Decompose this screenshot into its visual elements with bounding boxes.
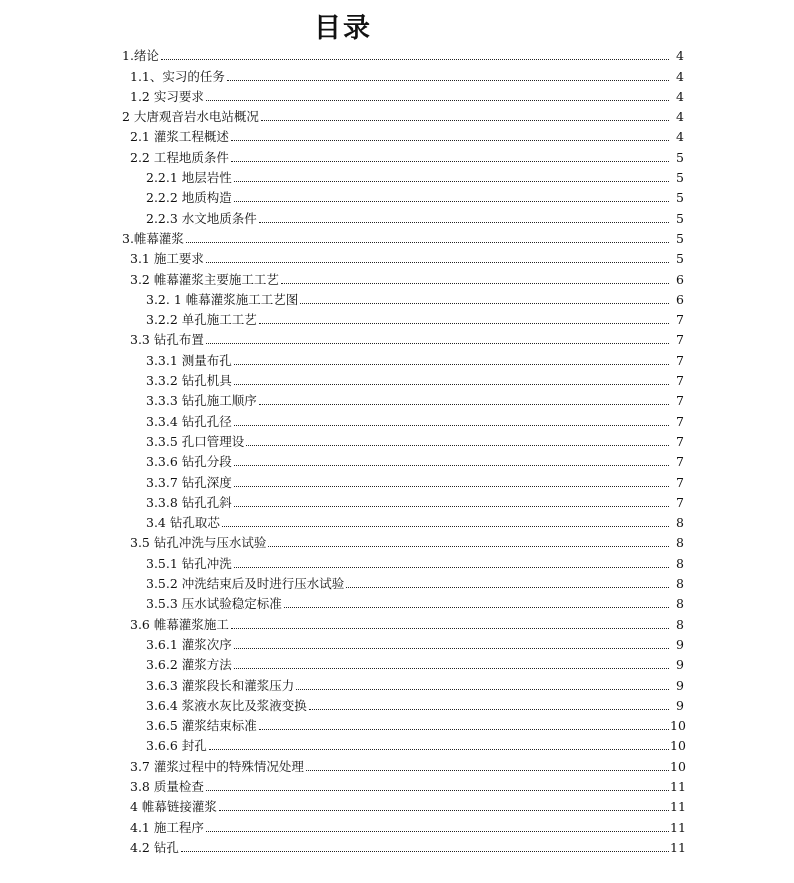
toc-leader-dots: [231, 161, 669, 162]
toc-entry-label: 3.6.5 灌浆结束标准: [146, 718, 257, 734]
toc-leader-dots: [231, 140, 669, 141]
toc-entry[interactable]: [0, 145, 794, 165]
toc-leader-dots: [259, 323, 669, 324]
toc-entry-page-number: 7: [676, 474, 684, 490]
toc-entry[interactable]: [0, 815, 794, 835]
toc-entry-label: 3.8 质量检查: [130, 778, 204, 794]
toc-entry-label: 4 帷幕链接灌浆: [130, 799, 217, 815]
toc-entry-label: 3.5.2 冲洗结束后及时进行压水试验: [146, 576, 345, 592]
toc-entry[interactable]: [0, 227, 794, 247]
toc-entry-page-number: 8: [676, 576, 684, 592]
toc-leader-dots: [234, 486, 669, 487]
toc-entry[interactable]: [0, 105, 794, 125]
toc-leader-dots: [234, 465, 669, 466]
toc-leader-dots: [284, 607, 669, 608]
toc-title: 目录: [314, 13, 372, 44]
toc-entry[interactable]: [0, 267, 794, 287]
toc-entry[interactable]: [0, 288, 794, 308]
toc-entry-page-number: 5: [676, 210, 684, 226]
toc-leader-dots: [306, 770, 669, 771]
toc-entry-label: 3.5.3 压水试验稳定标准: [146, 596, 282, 612]
toc-entry[interactable]: [0, 206, 794, 226]
toc-entry-label: 3.3.2 钻孔机具: [146, 373, 232, 389]
toc-entry-page-number: 9: [676, 657, 684, 673]
toc-entry-page-number: 9: [676, 636, 684, 652]
toc-leader-dots: [246, 445, 669, 446]
toc-entry-label: 3.3.3 钻孔施工顺序: [146, 393, 257, 409]
toc-leader-dots: [206, 790, 669, 791]
toc-entry-page-number: 5: [676, 230, 684, 246]
toc-entry[interactable]: [0, 491, 794, 511]
toc-entry-label: 2 大唐观音岩水电站概况: [122, 109, 259, 125]
toc-entry-page-number: 8: [676, 515, 684, 531]
toc-entry-page-number: 9: [676, 697, 684, 713]
toc-entry-page-number: 6: [676, 271, 684, 287]
toc-entry-page-number: 7: [676, 393, 684, 409]
toc-leader-dots: [234, 648, 669, 649]
toc-entry-label: 3.7 灌浆过程中的特殊情况处理: [130, 758, 304, 774]
toc-leader-dots: [219, 810, 669, 811]
toc-entry-page-number: 7: [676, 332, 684, 348]
toc-entry-label: 3.1 施工要求: [130, 251, 204, 267]
toc-entry-page-number: 7: [676, 413, 684, 429]
toc-leader-dots: [234, 668, 669, 669]
toc-entry-label: 1.1、实习的任务: [130, 68, 225, 84]
toc-leader-dots: [268, 546, 669, 547]
toc-entry[interactable]: [0, 572, 794, 592]
toc-entry-label: 3.3.8 钻孔孔斜: [146, 494, 232, 510]
toc-entry-label: 3.3.4 钻孔孔径: [146, 413, 232, 429]
toc-entry[interactable]: [0, 775, 794, 795]
toc-entry-label: 2.2.2 地质构造: [146, 190, 232, 206]
toc-leader-dots: [186, 242, 669, 243]
toc-entry[interactable]: [0, 308, 794, 328]
toc-entry-page-number: 8: [676, 535, 684, 551]
toc-list: [0, 44, 794, 856]
toc-entry-page-number: 10: [670, 758, 686, 774]
toc-entry[interactable]: [0, 348, 794, 368]
toc-entry-label: 2.2.3 水文地质条件: [146, 210, 257, 226]
toc-entry-page-number: 11: [670, 778, 686, 794]
toc-entry-label: 2.2.1 地层岩性: [146, 170, 232, 186]
toc-entry-page-number: 4: [676, 129, 684, 145]
toc-entry-label: 1.2 实习要求: [130, 88, 204, 104]
toc-entry[interactable]: [0, 450, 794, 470]
toc-leader-dots: [259, 729, 669, 730]
toc-entry-label: 3.3 钻孔布置: [130, 332, 204, 348]
toc-entry[interactable]: [0, 409, 794, 429]
toc-entry[interactable]: [0, 186, 794, 206]
toc-leader-dots: [206, 343, 669, 344]
toc-entry-page-number: 11: [670, 819, 686, 835]
toc-leader-dots: [234, 425, 669, 426]
toc-entry-label: 4.2 钻孔: [130, 839, 179, 855]
toc-entry-label: 3.3.5 孔口管理设: [146, 433, 245, 449]
toc-entry[interactable]: [0, 125, 794, 145]
toc-entry-label: 3.6.4 浆液水灰比及浆液变换: [146, 697, 307, 713]
toc-entry-page-number: 7: [676, 352, 684, 368]
toc-leader-dots: [234, 201, 669, 202]
toc-leader-dots: [181, 851, 669, 852]
toc-entry[interactable]: [0, 714, 794, 734]
toc-entry[interactable]: [0, 389, 794, 409]
toc-entry-label: 3.5.1 钻孔冲洗: [146, 555, 232, 571]
toc-entry-page-number: 10: [670, 718, 686, 734]
toc-entry[interactable]: [0, 369, 794, 389]
toc-entry[interactable]: [0, 64, 794, 84]
toc-leader-dots: [234, 384, 669, 385]
toc-leader-dots: [300, 303, 669, 304]
toc-entry-label: 3.6.1 灌浆次序: [146, 636, 232, 652]
toc-leader-dots: [161, 59, 669, 60]
toc-entry-label: 3.3.6 钻孔分段: [146, 454, 232, 470]
toc-leader-dots: [209, 749, 669, 750]
toc-entry[interactable]: [0, 633, 794, 653]
toc-leader-dots: [206, 100, 669, 101]
toc-entry-page-number: 8: [676, 596, 684, 612]
toc-entry-label: 3.6 帷幕灌浆施工: [130, 616, 229, 632]
toc-entry[interactable]: [0, 166, 794, 186]
toc-entry-page-number: 7: [676, 373, 684, 389]
toc-entry-page-number: 4: [676, 88, 684, 104]
toc-leader-dots: [346, 587, 669, 588]
toc-entry-page-number: 7: [676, 454, 684, 470]
toc-leader-dots: [227, 80, 669, 81]
toc-entry-label: 3.2.2 单孔施工工艺: [146, 312, 257, 328]
toc-entry[interactable]: [0, 531, 794, 551]
toc-entry-page-number: 11: [670, 799, 686, 815]
toc-entry-label: 3.2. 1 帷幕灌浆施工工艺图: [146, 291, 299, 307]
toc-entry-label: 3.3.7 钻孔深度: [146, 474, 232, 490]
toc-entry[interactable]: [0, 694, 794, 714]
toc-entry[interactable]: [0, 592, 794, 612]
toc-entry[interactable]: [0, 470, 794, 490]
toc-entry-page-number: 4: [676, 68, 684, 84]
toc-leader-dots: [206, 831, 669, 832]
toc-leader-dots: [281, 283, 669, 284]
toc-entry[interactable]: [0, 795, 794, 815]
toc-entry[interactable]: [0, 653, 794, 673]
toc-entry-label: 1.绪论: [122, 48, 159, 64]
toc-entry[interactable]: [0, 836, 794, 856]
toc-entry[interactable]: [0, 44, 794, 64]
toc-entry-label: 3.6.3 灌浆段长和灌浆压力: [146, 677, 295, 693]
toc-entry-page-number: 7: [676, 312, 684, 328]
toc-entry[interactable]: [0, 551, 794, 571]
toc-entry-page-number: 4: [676, 48, 684, 64]
toc-entry[interactable]: [0, 754, 794, 774]
toc-leader-dots: [261, 120, 669, 121]
toc-entry-label: 2.1 灌浆工程概述: [130, 129, 229, 145]
toc-entry-page-number: 7: [676, 433, 684, 449]
toc-entry-page-number: 6: [676, 291, 684, 307]
toc-leader-dots: [234, 181, 669, 182]
toc-entry-page-number: 7: [676, 494, 684, 510]
toc-leader-dots: [259, 222, 669, 223]
toc-entry-label: 3.6.6 封孔: [146, 738, 207, 754]
toc-entry-label: 3.4 钻孔取芯: [146, 515, 220, 531]
toc-leader-dots: [234, 364, 669, 365]
toc-leader-dots: [234, 567, 669, 568]
toc-entry-label: 3.帷幕灌浆: [122, 230, 184, 246]
toc-entry-page-number: 5: [676, 170, 684, 186]
toc-entry[interactable]: [0, 511, 794, 531]
toc-leader-dots: [222, 526, 669, 527]
toc-entry-page-number: 5: [676, 251, 684, 267]
toc-entry[interactable]: [0, 612, 794, 632]
toc-entry-label: 2.2 工程地质条件: [130, 149, 229, 165]
toc-entry-page-number: 9: [676, 677, 684, 693]
toc-entry-label: 3.6.2 灌浆方法: [146, 657, 232, 673]
toc-leader-dots: [309, 709, 669, 710]
toc-entry[interactable]: [0, 430, 794, 450]
toc-entry-page-number: 8: [676, 555, 684, 571]
toc-leader-dots: [231, 628, 669, 629]
toc-entry[interactable]: [0, 85, 794, 105]
toc-entry-page-number: 4: [676, 109, 684, 125]
toc-leader-dots: [296, 689, 669, 690]
toc-entry[interactable]: [0, 734, 794, 754]
toc-entry-page-number: 5: [676, 190, 684, 206]
toc-leader-dots: [259, 404, 669, 405]
toc-entry-page-number: 5: [676, 149, 684, 165]
toc-entry-label: 3.5 钻孔冲洗与压水试验: [130, 535, 267, 551]
toc-entry-page-number: 11: [670, 839, 686, 855]
toc-entry[interactable]: [0, 673, 794, 693]
toc-entry-label: 3.3.1 测量布孔: [146, 352, 232, 368]
toc-entry[interactable]: [0, 247, 794, 267]
toc-entry-page-number: 8: [676, 616, 684, 632]
toc-entry[interactable]: [0, 328, 794, 348]
toc-entry-label: 4.1 施工程序: [130, 819, 204, 835]
toc-leader-dots: [206, 262, 669, 263]
toc-leader-dots: [234, 506, 669, 507]
toc-entry-page-number: 10: [670, 738, 686, 754]
toc-entry-label: 3.2 帷幕灌浆主要施工工艺: [130, 271, 279, 287]
